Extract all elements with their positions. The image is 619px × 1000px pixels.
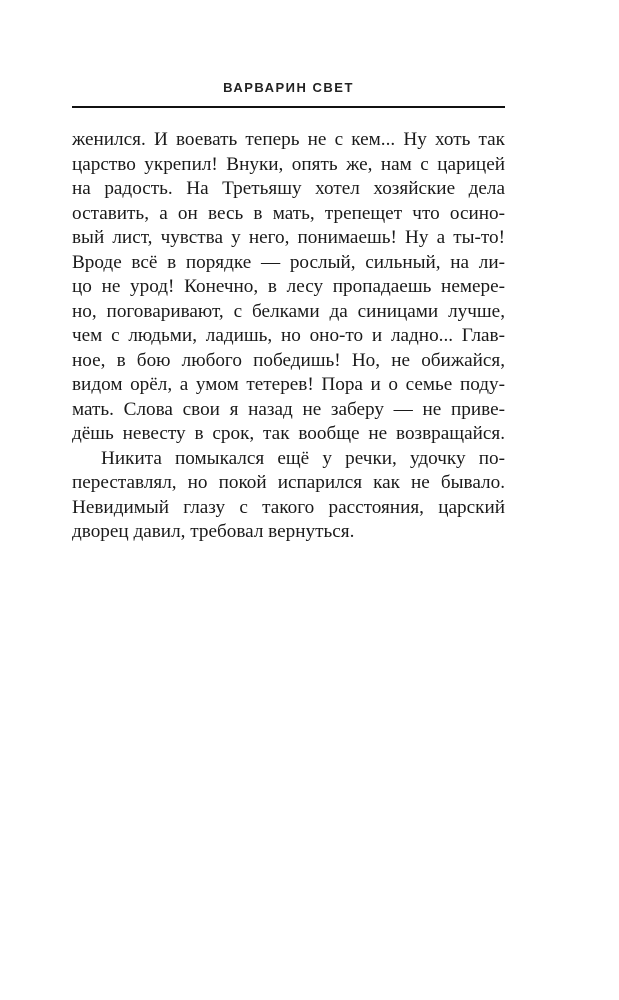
header-rule — [72, 106, 505, 108]
text-line: мать. Слова свои я назад не заберу — не приве- — [72, 398, 505, 420]
body-text — [72, 128, 505, 545]
text-line: переставлял, но покой испарился как не бывало. — [72, 472, 505, 493]
text-line: видом орёл, а умом тетерев! Пора и о семье поду- — [72, 374, 505, 395]
text-line: Вроде всё в порядке — рослый, сильный, на ли- — [72, 251, 505, 273]
text-line: дёшь невесту в срок, так вообще не возвращайся. — [72, 423, 505, 444]
text-line: вый лист, чувства у него, понимаешь! Ну а ты-то! — [72, 227, 505, 248]
text-line: ное, в бою любого победишь! Но, не обижайся, — [72, 349, 505, 371]
text-line: оставить, а он весь в мать, трепещет что осино- — [72, 202, 505, 224]
text-line: царство укрепил! Внуки, опять же, нам с царицей — [72, 153, 505, 175]
text-line: Невидимый глазу с такого расстояния, царский — [72, 496, 505, 518]
running-head: ВАРВАРИН СВЕТ — [223, 80, 354, 95]
text-line: цо не урод! Конечно, в лесу пропадаешь немере- — [72, 276, 505, 297]
text-line: чем с людьми, ладишь, но оно-то и ладно... Глав- — [72, 325, 505, 346]
text-line: на радость. На Третьяшу хотел хозяйские дела — [72, 178, 505, 199]
text-line: но, поговаривают, с белками да синицами лучше, — [72, 300, 505, 322]
text-line: женился. И воевать теперь не с кем... Ну хоть так — [72, 129, 505, 150]
text-line: Никита помыкался ещё у речки, удочку по- — [101, 447, 505, 469]
text-line: дворец давил, требовал вернуться. — [72, 521, 355, 542]
